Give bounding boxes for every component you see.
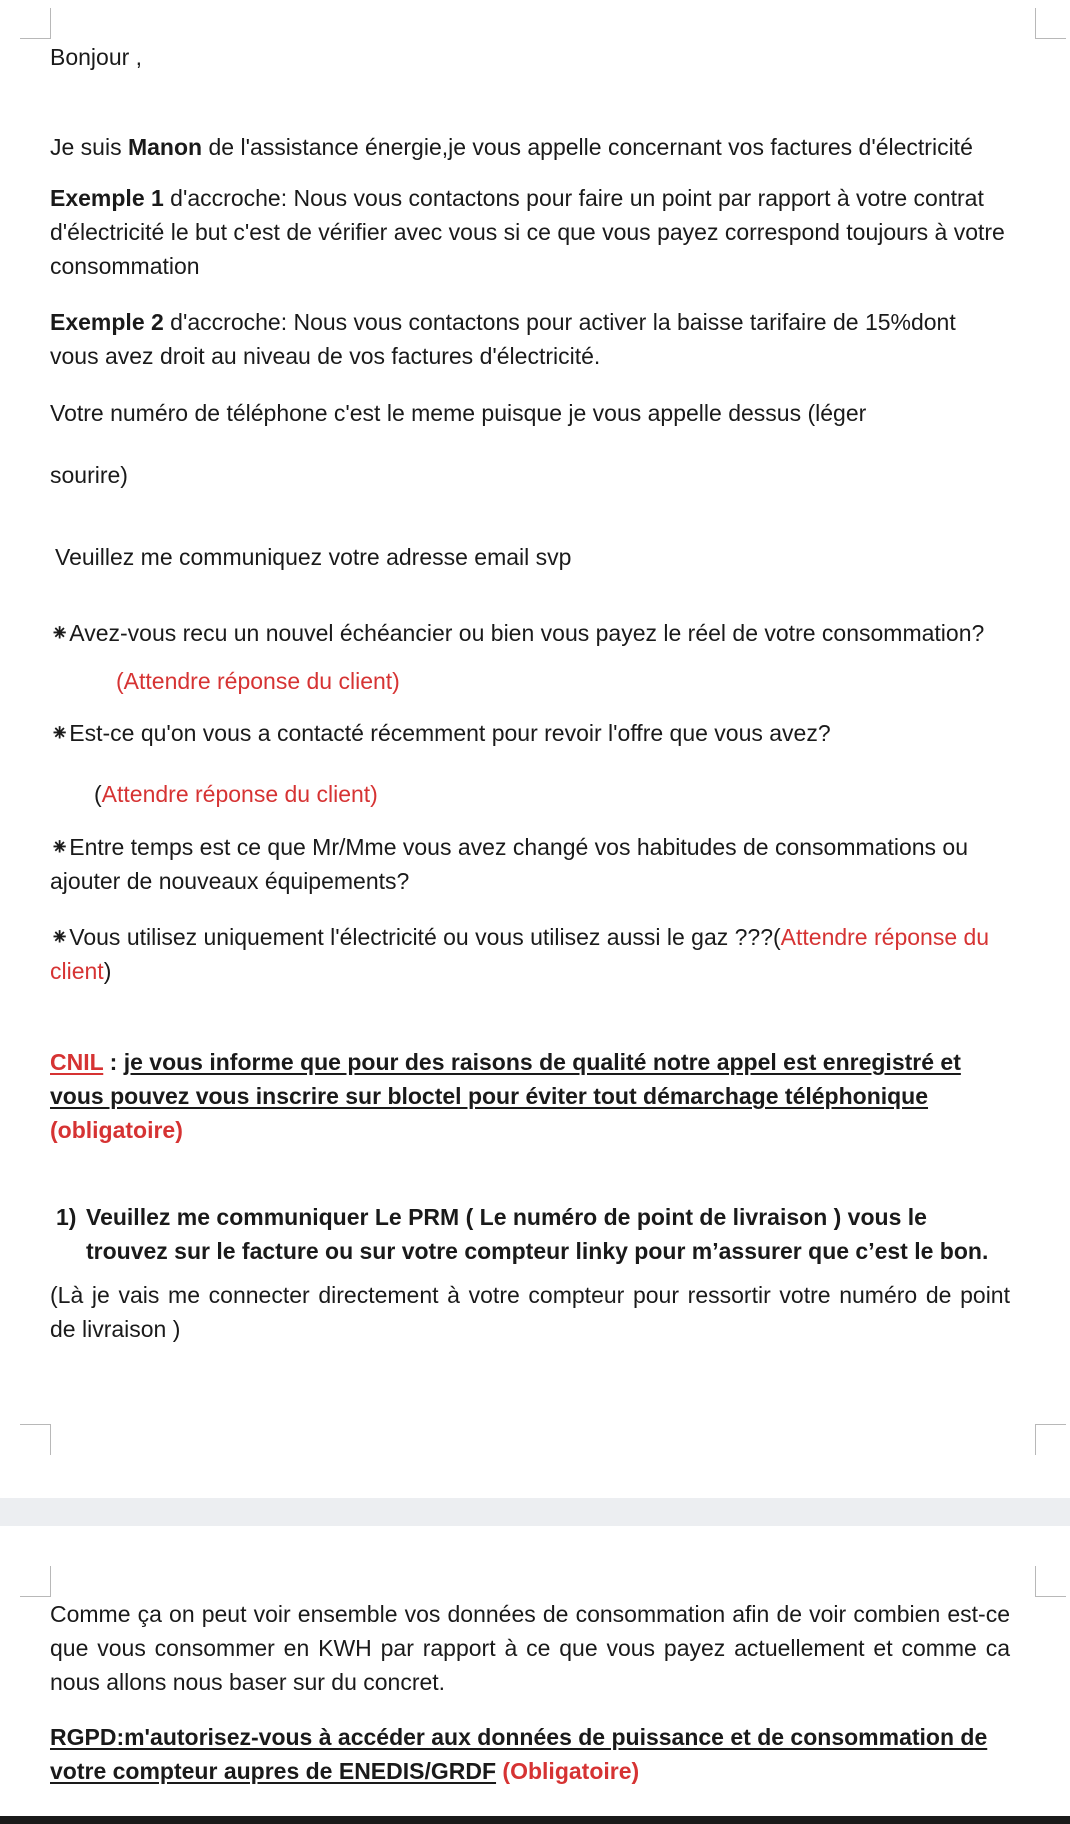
cnil-mandatory-tag: (obligatoire) <box>50 1117 183 1143</box>
step-1-note: (Là je vais me connecter directement à votre compteur pour ressortir votre numéro de point de livraison ) <box>50 1282 1010 1342</box>
page-corner-mark <box>1035 1566 1066 1597</box>
page-corner-mark <box>20 1566 51 1597</box>
cnil-notice: CNIL : je vous informe que pour des raisons de qualité notre appel est enregistré et vous pouvez vous inscrire sur bloctel pour éviter tout démarchage téléphonique (obligatoire) <box>50 1049 961 1143</box>
wait-instruction-1: (Attendre réponse du client) <box>116 668 400 694</box>
phone-paragraph-end: sourire) <box>50 462 128 488</box>
question-habits: ⁕Entre temps est ce que Mr/Mme vous avez changé vos habitudes de consommations ou ajouter de nouveaux équipements? <box>50 834 969 894</box>
page-corner-mark <box>1035 8 1066 39</box>
step-1-prm: 1) Veuillez me communiquer Le PRM ( Le numéro de point de livraison ) vous le trouvez sur le facture ou sur votre compteur linky pour m’assurer que c’est le bon. <box>56 1200 1010 1268</box>
page-separator <box>0 1498 1070 1526</box>
cnil-label: CNIL <box>50 1049 104 1075</box>
example-2-label: Exemple 2 <box>50 309 164 335</box>
phone-paragraph: Votre numéro de téléphone c'est le meme puisque je vous appelle dessus (léger <box>50 400 867 426</box>
question-recent-contact: ⁕Est-ce qu'on vous a contacté récemment pour revoir l'offre que vous avez? <box>50 720 831 746</box>
greeting: Bonjour , <box>50 44 143 70</box>
example-1-label: Exemple 1 <box>50 185 164 211</box>
page-corner-mark <box>20 1424 51 1455</box>
consumption-paragraph: Comme ça on peut voir ensemble vos données de consommation afin de voir combien est-ce que vous consommer en KWH par rapport à ce que vous payez actuellement et comme ca nous allons nous baser sur du concret. <box>50 1601 1010 1695</box>
agent-name: Manon <box>127 134 203 160</box>
intro-paragraph: Je suis Manon de l'assistance énergie,je vous appelle concernant vos factures d'électricité <box>50 134 973 160</box>
wait-instruction-2: (Attendre réponse du client) <box>94 781 378 807</box>
rgpd-notice: RGPD:m'autorisez-vous à accéder aux données de puissance et de consommation de votre compteur aupres de ENEDIS/GRDF (Obligatoire) <box>50 1724 988 1784</box>
rgpd-mandatory-tag: (Obligatoire) <box>496 1758 640 1784</box>
question-schedule: ⁕Avez-vous recu un nouvel échéancier ou bien vous payez le réel de votre consommation? <box>50 620 985 646</box>
email-request: Veuillez me communiquez votre adresse email svp <box>55 544 572 570</box>
page-corner-mark <box>1035 1424 1066 1455</box>
example-2-paragraph: Exemple 2 d'accroche: Nous vous contactons pour activer la baisse tarifaire de 15%dont vous avez droit au niveau de vos factures d'électricité. <box>50 309 956 369</box>
bottom-bar <box>0 1816 1070 1824</box>
page-corner-mark <box>20 8 51 39</box>
example-1-paragraph: Exemple 1 d'accroche: Nous vous contactons pour faire un point par rapport à votre contrat d'électricité le but c'est de vérifier avec vous si ce que vous payez correspond toujours à votre consommation <box>50 185 1005 279</box>
question-energy-type: ⁕Vous utilisez uniquement l'électricité ou vous utilisez aussi le gaz ???(Attendre réponse du client) <box>50 924 990 984</box>
step-number: 1) <box>56 1204 77 1230</box>
